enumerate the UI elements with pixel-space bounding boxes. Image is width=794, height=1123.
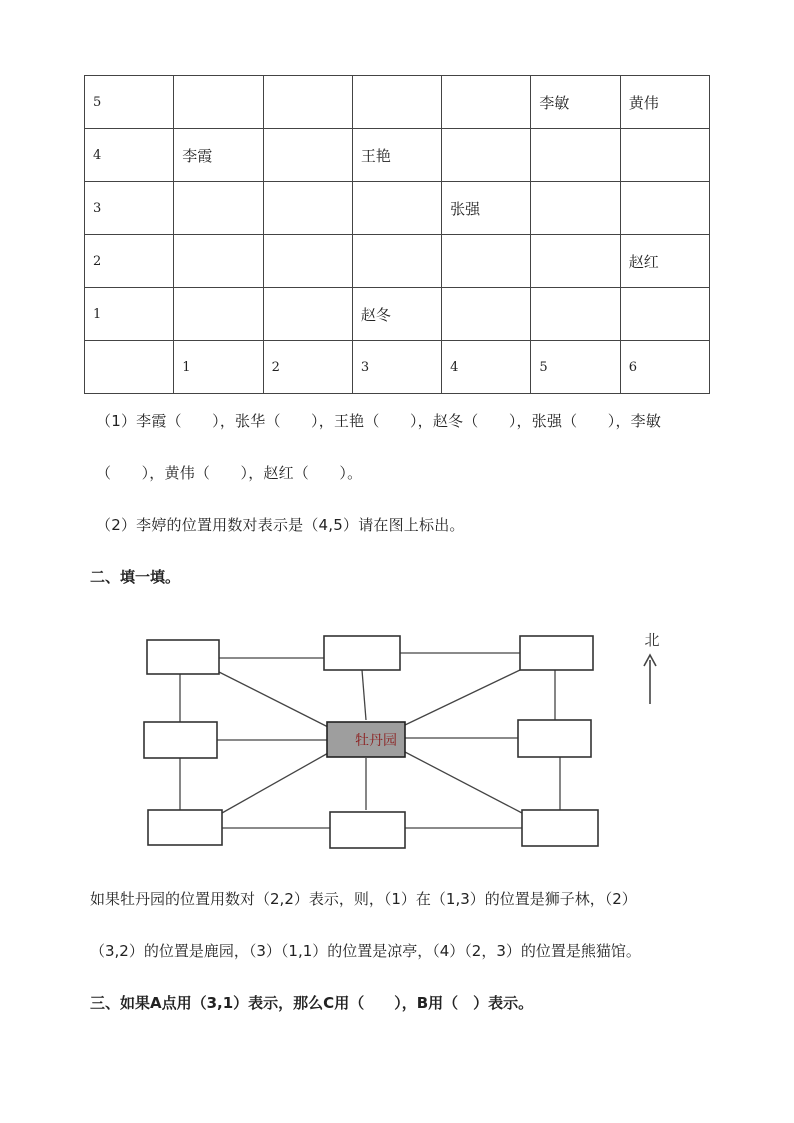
table-cell: 6: [620, 341, 709, 394]
table-cell: [263, 235, 352, 288]
table-cell: 1: [174, 341, 263, 394]
table-row: [85, 182, 710, 235]
table-cell: [531, 182, 620, 235]
question-2-line: （2）李婷的位置用数对表示是（4,5）请在图上标出。: [96, 516, 465, 534]
connector: [405, 670, 520, 725]
table-row: [85, 235, 710, 288]
table-cell: 3: [85, 182, 174, 235]
section-3-heading: 三、如果A点用（3,1）表示，那么C用（ ），B用（ ）表示。: [90, 994, 534, 1012]
table-cell: 4: [85, 129, 174, 182]
table-cell: [174, 76, 263, 129]
peony-garden-label: 牡丹园: [355, 733, 397, 749]
table-cell: [85, 341, 174, 394]
section-2-heading: 二、填一填。: [90, 568, 181, 586]
table-cell: 赵冬: [352, 288, 441, 341]
map-box-middle-right: [518, 720, 591, 757]
table-cell: 李敏: [531, 76, 620, 129]
table-cell: 5: [531, 341, 620, 394]
table-cell: [352, 235, 441, 288]
garden-map-svg: [140, 620, 680, 860]
connector: [222, 752, 330, 813]
question-1-line-1: （1）李霞（ ），张华（ ），王艳（ ），赵冬（ ），张强（ ），李敏: [96, 412, 662, 430]
table-cell: [531, 129, 620, 182]
garden-map-diagram: [140, 620, 680, 860]
map-box-bottom-left: [148, 810, 222, 845]
table-row: [85, 129, 710, 182]
map-box-top-right: [520, 636, 593, 670]
seat-grid-table: [84, 75, 710, 394]
table-cell: [174, 182, 263, 235]
table-cell: [442, 129, 531, 182]
table-cell: [620, 288, 709, 341]
table-cell: 赵红: [620, 235, 709, 288]
table-row: [85, 288, 710, 341]
table-cell: 1: [85, 288, 174, 341]
section-2-paragraph-line-1: 如果牡丹园的位置用数对（2,2）表示，则，（1）在（1,3）的位置是狮子林，（2）: [90, 890, 637, 908]
table-cell: 王艳: [352, 129, 441, 182]
north-arrow-icon: [644, 631, 660, 704]
connector: [219, 672, 330, 728]
table-cell: 4: [442, 341, 531, 394]
table-cell: [531, 235, 620, 288]
table-cell: [263, 76, 352, 129]
table-cell: 2: [85, 235, 174, 288]
table-cell: [352, 76, 441, 129]
section-2-paragraph-line-2: （3,2）的位置是鹿园，（3）（1,1）的位置是凉亭，（4）（2，3）的位置是熊猫馆。: [90, 942, 641, 960]
table-cell: 2: [263, 341, 352, 394]
map-box-top-center: [324, 636, 400, 670]
table-cell: 张强: [442, 182, 531, 235]
table-cell: [620, 182, 709, 235]
map-box-top-left: [147, 640, 219, 674]
table-cell: [620, 129, 709, 182]
table-row: [85, 76, 710, 129]
table-cell: [352, 182, 441, 235]
north-label: 北: [644, 631, 660, 649]
map-box-middle-left: [144, 722, 217, 758]
table-cell: [263, 129, 352, 182]
connector: [405, 752, 522, 813]
table-cell: [442, 288, 531, 341]
table-cell: 黄伟: [620, 76, 709, 129]
map-box-bottom-right: [522, 810, 598, 846]
table-cell: 3: [352, 341, 441, 394]
table-cell: [174, 288, 263, 341]
table-row: [85, 341, 710, 394]
table-cell: [531, 288, 620, 341]
connector: [362, 670, 366, 720]
table-cell: 5: [85, 76, 174, 129]
table-cell: [442, 235, 531, 288]
table-cell: [174, 235, 263, 288]
question-1-line-2: （ ），黄伟（ ），赵红（ ）。: [96, 464, 363, 482]
table-cell: [263, 182, 352, 235]
table-cell: [263, 288, 352, 341]
table-cell: [442, 76, 531, 129]
map-box-bottom-center: [330, 812, 405, 848]
table-cell: 李霞: [174, 129, 263, 182]
